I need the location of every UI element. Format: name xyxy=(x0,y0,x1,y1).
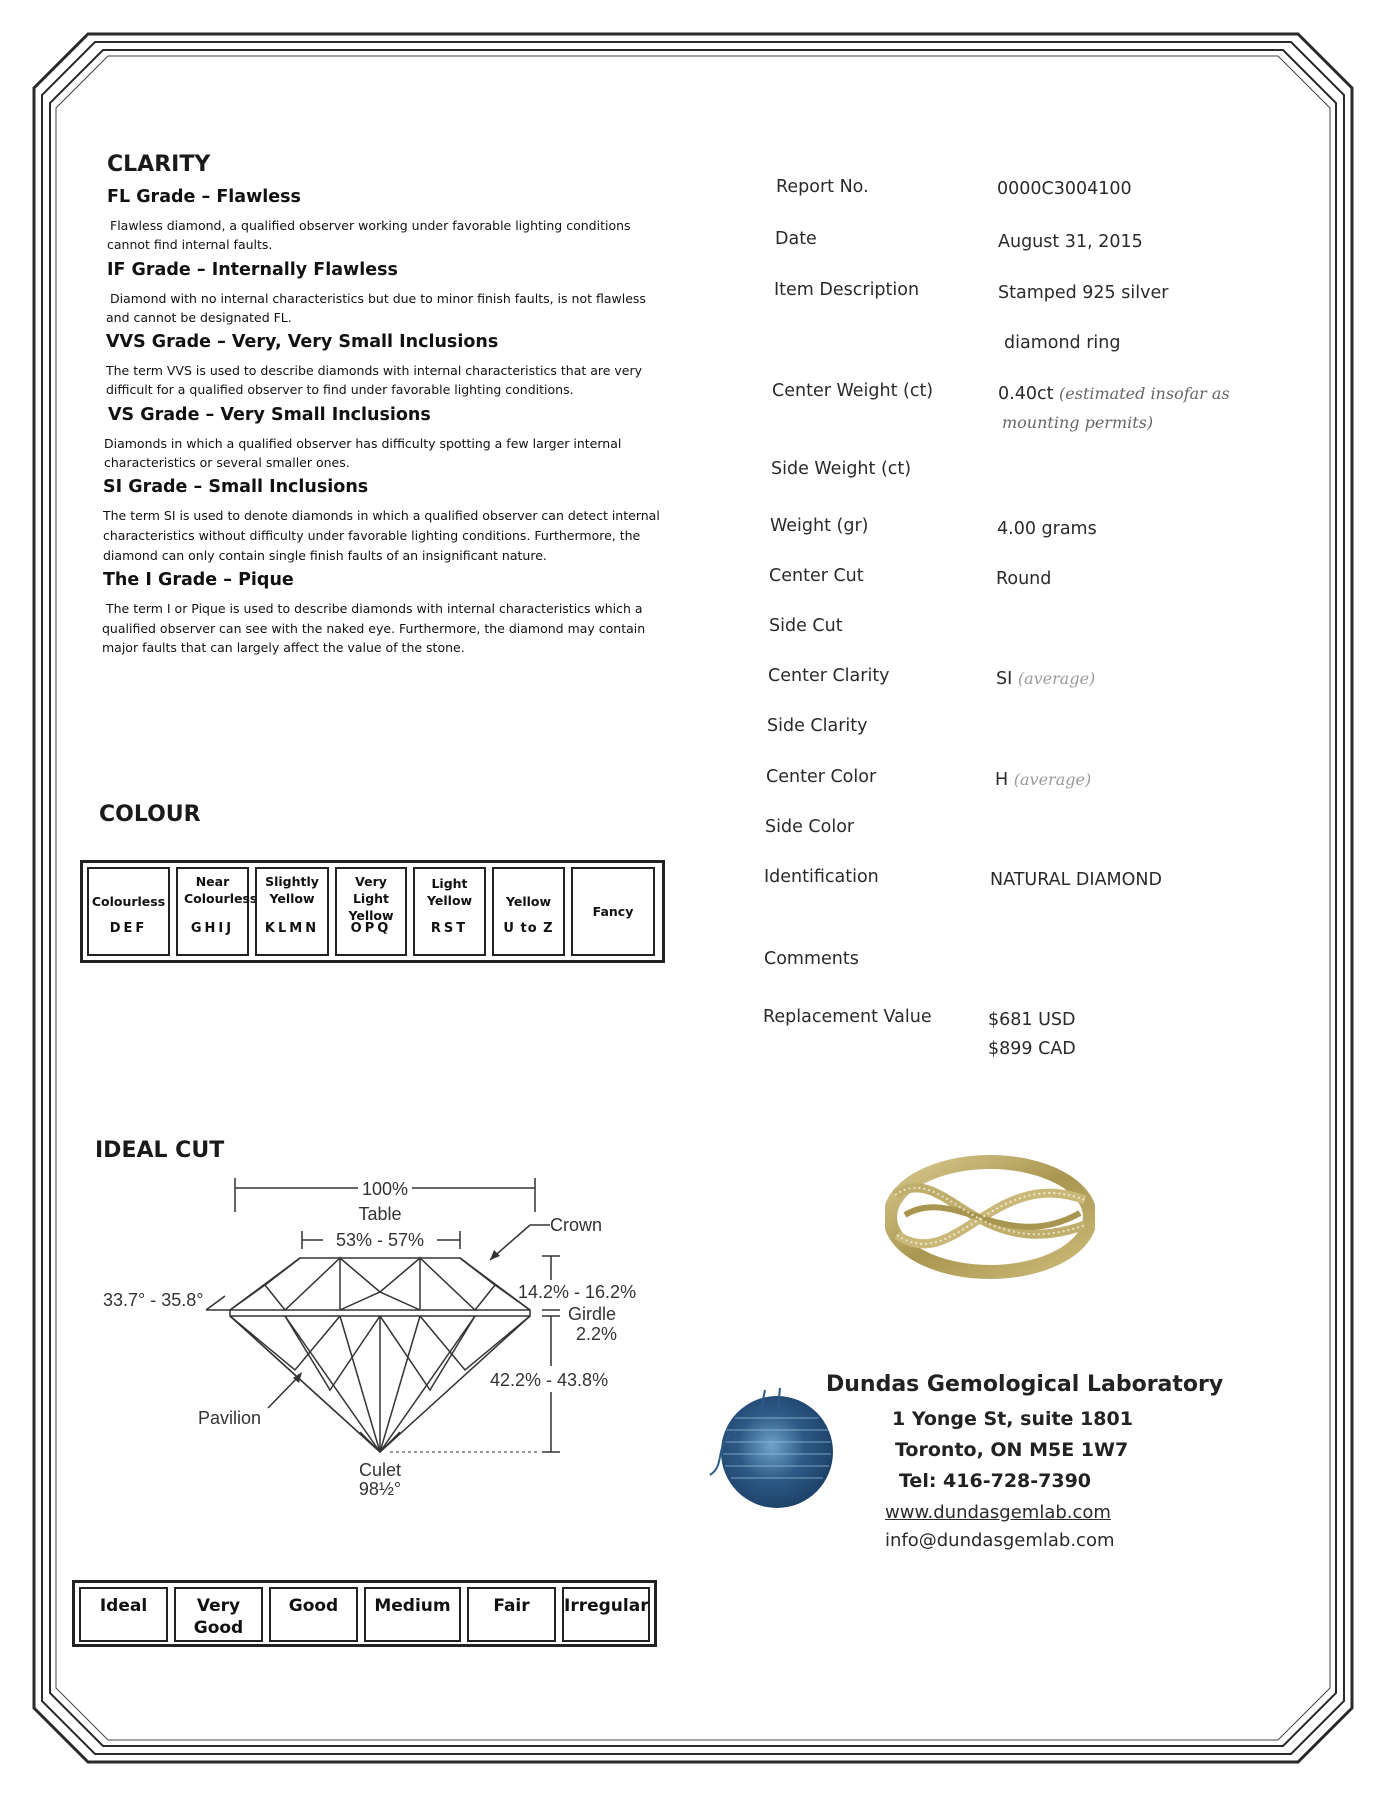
field-label-side-clarity: Side Clarity xyxy=(767,716,868,736)
ring-photo xyxy=(885,1155,1095,1280)
table-range: 53% - 57% xyxy=(335,1230,425,1250)
field-label-side-color: Side Color xyxy=(765,817,855,837)
field-value-center-clarity xyxy=(996,669,1095,689)
lab-website-link[interactable]: www.dundasgemlab.com xyxy=(885,1502,1111,1523)
grade-vs-title: VS Grade – Very Small Inclusions xyxy=(108,405,431,425)
grade-fl-line-2: cannot find internal faults. xyxy=(107,237,273,252)
crown-height: 14.2% - 16.2% xyxy=(518,1282,637,1302)
ideal-cut-diagram xyxy=(90,1170,650,1520)
girdle-value: 2.2% xyxy=(576,1324,618,1344)
colour-cell-very-light-yellow xyxy=(335,867,407,956)
table-label: Table xyxy=(358,1204,402,1224)
colour-label: Light Yellow xyxy=(427,876,473,908)
cut-cell-fair xyxy=(467,1587,556,1642)
field-value-replacement-cad: $899 CAD xyxy=(988,1039,1076,1059)
cut-cell-ideal xyxy=(79,1587,168,1642)
crown-label: Crown xyxy=(550,1215,603,1235)
field-label-center-weight: Center Weight (ct) xyxy=(772,381,934,401)
field-label-side-cut: Side Cut xyxy=(769,616,843,636)
center-color-note: (average) xyxy=(1013,770,1092,789)
field-value-identification: NATURAL DIAMOND xyxy=(990,870,1162,890)
grade-fl-title: FL Grade – Flawless xyxy=(107,187,301,207)
pavilion-depth: 42.2% - 43.8% xyxy=(490,1370,609,1390)
lab-address-2: Toronto, ON M5E 1W7 xyxy=(895,1439,1129,1461)
field-value-center-cut: Round xyxy=(996,569,1052,589)
field-label-date: Date xyxy=(775,229,817,249)
grade-i-line-1: The term I or Pique is used to describe diamonds with internal characteristics which a xyxy=(106,601,643,616)
cut-cell-very-good xyxy=(174,1587,263,1642)
center-clarity-value: SI xyxy=(996,669,1013,689)
grade-i-title: The I Grade – Pique xyxy=(103,570,294,590)
colour-label: Fancy xyxy=(592,904,634,919)
cut-grade-label: Good xyxy=(288,1596,339,1616)
cut-cell-irregular xyxy=(562,1587,650,1642)
grade-vs-line-2: characteristics or several smaller ones. xyxy=(104,455,350,470)
grade-i-line-3: major faults that can largely affect the value of the stone. xyxy=(102,640,465,655)
lab-name: Dundas Gemological Laboratory xyxy=(826,1372,1224,1397)
colour-codes: U to Z xyxy=(503,921,554,936)
center-weight-note-2: mounting permits) xyxy=(1002,413,1154,432)
grade-fl-line-1: Flawless diamond, a qualified observer working under favorable lighting conditions xyxy=(110,218,631,233)
lab-address-1: 1 Yonge St, suite 1801 xyxy=(892,1408,1133,1430)
grade-if-title: IF Grade – Internally Flawless xyxy=(107,260,398,280)
cut-grade-label: Very Good xyxy=(193,1596,244,1638)
cut-grade-label: Medium xyxy=(374,1596,451,1616)
cut-grade-label: Irregular xyxy=(564,1596,649,1616)
colour-label: Slightly Yellow xyxy=(265,874,319,906)
cut-cell-good xyxy=(269,1587,358,1642)
colour-codes: OPQ xyxy=(350,921,392,936)
center-weight-note: (estimated insofar as xyxy=(1059,384,1230,403)
lab-phone: Tel: 416-728-7390 xyxy=(899,1470,1092,1492)
pavilion-label: Pavilion xyxy=(198,1408,262,1428)
colour-codes: GHIJ xyxy=(190,921,235,936)
field-value-weight: 4.00 grams xyxy=(997,519,1097,539)
crown-angle: 33.7° - 35.8° xyxy=(103,1290,204,1310)
grade-si-title: SI Grade – Small Inclusions xyxy=(103,477,369,497)
grade-if-line-2: and cannot be designated FL. xyxy=(106,310,292,325)
colour-cell-near-colourless xyxy=(176,867,258,956)
grade-i-line-2: qualified observer can see with the naked eye. Furthermore, the diamond may contain xyxy=(102,621,646,636)
colour-label: Yellow xyxy=(505,894,552,909)
lab-email: info@dundasgemlab.com xyxy=(885,1530,1115,1551)
field-label-item-description: Item Description xyxy=(774,280,920,300)
cut-cell-medium xyxy=(364,1587,461,1642)
field-value-item-description-2: diamond ring xyxy=(1004,333,1121,353)
colour-cell-slightly-yellow xyxy=(255,867,329,956)
girdle-label: Girdle xyxy=(568,1304,617,1324)
grade-si-line-3: diamond can only contain single finish faults of an insignificant nature. xyxy=(103,548,547,563)
colour-codes: RST xyxy=(430,921,469,936)
center-clarity-note: (average) xyxy=(1017,669,1096,688)
colour-label: Very Light Yellow xyxy=(348,874,394,923)
cut-grade-table xyxy=(72,1580,657,1647)
culet-value: 98½° xyxy=(358,1479,402,1499)
grade-if-line-1: Diamond with no internal characteristics but due to minor finish faults, is not flawless xyxy=(110,291,646,306)
colour-codes: KLMN xyxy=(264,921,320,936)
clarity-heading: CLARITY xyxy=(107,152,211,177)
colour-cell-fancy xyxy=(571,867,655,956)
field-label-center-color: Center Color xyxy=(766,767,877,787)
field-value-replacement-usd: $681 USD xyxy=(988,1010,1076,1030)
cut-grade-label: Fair xyxy=(493,1596,530,1616)
colour-heading: COLOUR xyxy=(99,802,201,827)
field-label-replacement-value: Replacement Value xyxy=(763,1007,932,1027)
field-label-weight: Weight (gr) xyxy=(770,516,869,536)
colour-cell-colourless xyxy=(87,867,170,956)
width-label: 100% xyxy=(361,1179,409,1199)
colour-label: Near Colourless xyxy=(184,874,258,906)
grade-vs-line-1: Diamonds in which a qualified observer has difficulty spotting a few larger internal xyxy=(104,436,622,451)
field-label-report-no: Report No. xyxy=(776,177,869,197)
field-label-center-clarity: Center Clarity xyxy=(768,666,890,686)
ideal-cut-heading: IDEAL CUT xyxy=(95,1138,225,1163)
field-value-report-no: 0000C3004100 xyxy=(997,179,1132,199)
field-label-side-weight: Side Weight (ct) xyxy=(771,459,912,479)
grade-si-line-2: characteristics without difficulty under favorable lighting conditions. Furthermore, the xyxy=(103,528,641,543)
grade-si-line-1: The term SI is used to denote diamonds in which a qualified observer can detect internal xyxy=(103,508,660,523)
field-value-center-color xyxy=(995,770,1091,790)
culet-label: Culet xyxy=(358,1460,402,1480)
diamond-profile xyxy=(230,1258,530,1452)
cut-grade-label: Ideal xyxy=(99,1596,148,1616)
colour-label: Colourless xyxy=(91,894,166,909)
colour-cell-light-yellow xyxy=(413,867,486,956)
grade-vvs-title: VVS Grade – Very, Very Small Inclusions xyxy=(106,332,499,352)
field-value-item-description: Stamped 925 silver xyxy=(998,283,1169,303)
field-label-comments: Comments xyxy=(764,949,859,969)
center-color-value: H xyxy=(995,770,1009,790)
colour-cell-yellow xyxy=(492,867,565,956)
colour-scale-table xyxy=(80,860,665,963)
grade-vvs-line-2: difficult for a qualified observer to find under favorable lighting conditions. xyxy=(106,382,574,397)
hologram-seal xyxy=(705,1380,845,1520)
field-label-identification: Identification xyxy=(764,867,879,887)
center-weight-value: 0.40ct xyxy=(998,384,1054,404)
field-label-center-cut: Center Cut xyxy=(769,566,864,586)
colour-codes: DEF xyxy=(109,921,148,936)
grade-vvs-line-1: The term VVS is used to describe diamonds with internal characteristics that are very xyxy=(106,363,643,378)
field-value-center-weight xyxy=(998,384,1230,404)
field-value-date: August 31, 2015 xyxy=(998,232,1143,252)
